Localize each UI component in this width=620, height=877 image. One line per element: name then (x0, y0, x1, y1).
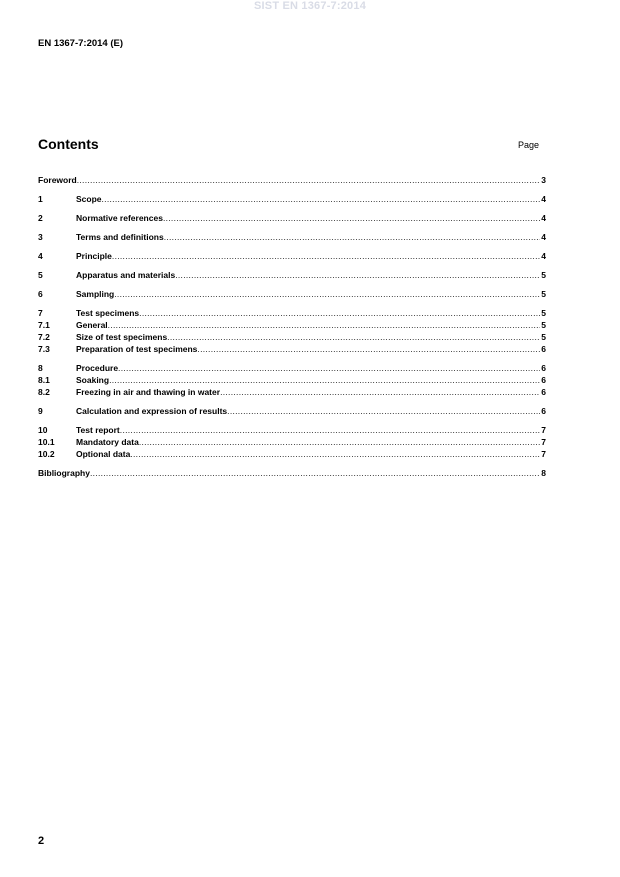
toc-leader (220, 386, 540, 398)
toc-title: Soaking (76, 375, 110, 385)
toc-title: Mandatory data (76, 437, 139, 447)
toc-page: 6 (541, 344, 546, 354)
toc-page: 4 (541, 213, 546, 223)
toc-entry[interactable] (38, 212, 546, 224)
toc-title: Procedure (76, 363, 119, 373)
page-column-label: Page (518, 140, 540, 150)
toc-entry[interactable] (38, 331, 546, 343)
toc-title: Sampling (76, 289, 115, 299)
toc-leader (130, 448, 540, 460)
toc-page: 8 (541, 468, 546, 478)
toc-number: 8.2 (38, 387, 50, 397)
toc-title: Size of test specimens (76, 332, 168, 342)
toc-number: 5 (38, 270, 43, 280)
toc-leader (118, 362, 540, 374)
toc-leader (102, 193, 541, 205)
toc-number: 7.3 (38, 344, 50, 354)
toc-title: Test report (76, 425, 120, 435)
toc-leader (120, 424, 540, 436)
toc-title: Freezing in air and thawing in water (76, 387, 221, 397)
watermark: SIST EN 1367-7:2014 (253, 0, 367, 12)
toc-title: Calculation and expression of results (76, 406, 228, 416)
toc-entry[interactable] (38, 405, 546, 417)
toc-page: 6 (541, 375, 546, 385)
toc-page: 6 (541, 387, 546, 397)
toc-entry[interactable] (38, 193, 546, 205)
toc-number: 6 (38, 289, 43, 299)
toc-entry[interactable] (38, 362, 546, 374)
toc-title: Optional data (76, 449, 131, 459)
toc-page: 7 (541, 449, 546, 459)
toc-number: 7.1 (38, 320, 50, 330)
toc-leader (139, 436, 540, 448)
toc-number: 7.2 (38, 332, 50, 342)
toc-number: 1 (38, 194, 43, 204)
toc-title: Test specimens (76, 308, 140, 318)
toc-entry[interactable] (38, 436, 546, 448)
toc-title: Principle (76, 251, 112, 261)
toc-page: 6 (541, 363, 546, 373)
toc-number: 10.2 (38, 449, 55, 459)
toc-leader (197, 343, 540, 355)
toc-page: 7 (541, 425, 546, 435)
toc-entry[interactable] (38, 424, 546, 436)
toc-title: Terms and definitions (76, 232, 164, 242)
toc-leader (112, 250, 540, 262)
toc-leader (108, 319, 541, 331)
toc-entry-bibliography[interactable] (38, 467, 546, 479)
document-id: EN 1367-7:2014 (E) (38, 38, 124, 49)
toc-number: 8.1 (38, 375, 50, 385)
page-number: 2 (38, 835, 45, 847)
toc-page: 3 (541, 175, 546, 185)
toc-page: 7 (541, 437, 546, 447)
table-of-contents (38, 174, 546, 479)
toc-title: Preparation of test specimens (76, 344, 198, 354)
toc-title: Scope (76, 194, 102, 204)
toc-leader (77, 174, 541, 186)
toc-page: 5 (541, 332, 546, 342)
toc-page: 5 (541, 320, 546, 330)
toc-entry[interactable] (38, 448, 546, 460)
toc-number: 10.1 (38, 437, 55, 447)
toc-entry[interactable] (38, 319, 546, 331)
toc-number: 7 (38, 308, 43, 318)
toc-title: Apparatus and materials (76, 270, 176, 280)
contents-title: Contents (38, 136, 99, 152)
toc-number: 4 (38, 251, 43, 261)
toc-leader (167, 331, 540, 343)
toc-page: 5 (541, 289, 546, 299)
toc-entry[interactable] (38, 250, 546, 262)
toc-number: 10 (38, 425, 48, 435)
toc-page: 5 (541, 308, 546, 318)
toc-leader (163, 212, 540, 224)
toc-entry[interactable] (38, 307, 546, 319)
toc-leader (175, 269, 540, 281)
toc-entry[interactable] (38, 269, 546, 281)
toc-page: 6 (541, 406, 546, 416)
toc-page: 5 (541, 270, 546, 280)
toc-entry-foreword[interactable] (38, 174, 546, 186)
toc-title: Foreword (38, 175, 77, 185)
toc-number: 8 (38, 363, 43, 373)
toc-entry[interactable] (38, 288, 546, 300)
toc-entry[interactable] (38, 343, 546, 355)
toc-entry[interactable] (38, 231, 546, 243)
toc-leader (90, 467, 540, 479)
toc-number: 3 (38, 232, 43, 242)
toc-number: 2 (38, 213, 43, 223)
toc-title: Bibliography (38, 468, 90, 478)
toc-number: 9 (38, 406, 43, 416)
toc-page: 4 (541, 194, 546, 204)
toc-page: 4 (541, 251, 546, 261)
toc-page: 4 (541, 232, 546, 242)
toc-entry[interactable] (38, 386, 546, 398)
toc-leader (227, 405, 540, 417)
toc-title: General (76, 320, 108, 330)
toc-title: Normative references (76, 213, 163, 223)
toc-entry[interactable] (38, 374, 546, 386)
toc-leader (114, 288, 540, 300)
toc-leader (164, 231, 541, 243)
toc-leader (109, 374, 540, 386)
toc-leader (139, 307, 540, 319)
